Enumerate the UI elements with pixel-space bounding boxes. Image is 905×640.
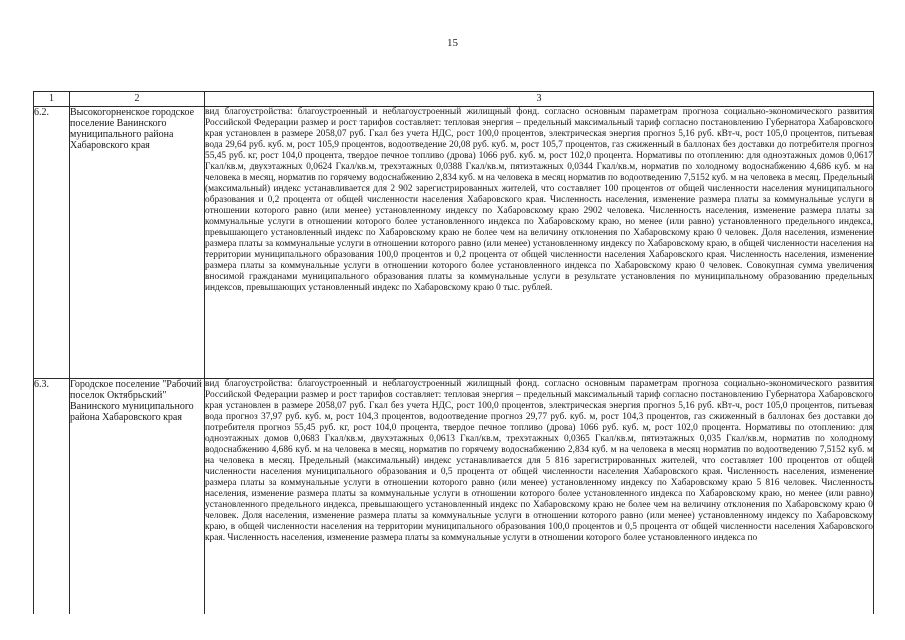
column-header-settlement: 2 (70, 92, 205, 107)
table-header-row (34, 92, 874, 107)
tariff-description-text: вид благоустройства: благоустроенный и неблагоустроенный жилищный фонд. согласно основным параметрам прогноза социально-экономического развития Российской Федерации размер и рост тарифов составляет: тепловая энергия – предельный максимальный тариф согласно постановлению Губернатора Хабаровского края установлен в размере 2058,07 руб. Гкал без учета НДС, рост 100,0 процентов, электрическая энергия прогноз 5,16 руб. кВт-ч, рост 105,0 процентов, питьевая вода прогноз 37,97 руб. куб. м, рост 104,3 процентов, водоотведение прогноз 29,77 руб. куб. м, рост 104,3 процентов, газ сжиженный в баллонах без доставки до потребителя прогноз 55,45 руб. кг, рост 104,0 процента, твердое печное топливо (дрова) 1066 руб. куб. м, рост 102,0 процента. Нормативы по отоплению: для одноэтажных домов 0,0683 Гкал/кв.м, двухэтажных 0,0613 Гкал/кв.м, трехэтажных 0,0365 Гкал/кв.м, пятиэтажных 0,035 Гкал/кв.м, норматив по холодному водоснабжению 4,686 куб. м на человека в месяц, норматив по горячему водоснабжению 2,834 куб. м на человека в месяц норматив по водоотведению 7,5152 куб. м на человека в месяц. Предельный (максимальный) индекс устанавливается для 5 816 зарегистрированных жителей, что составляет 100 процентов от общей численности населения муниципального образования и 0,5 процента от общей численности населения Хабаровского края. Численность населения, изменение размера платы за коммунальные услуги в отношении которого равно (или менее) установленному индексу по Хабаровскому краю 5 816 человек. Численность населения, изменение размера платы за коммунальные услуги в отношении которого более установленного индекса по Хабаровскому краю, но менее (или равно) установленного предельного индекса, превышающего установленный индекс по Хабаровскому краю не более чем на величину отклонения по Хабаровскому краю 0 человек. Доля населения, изменение размера платы за коммунальные услуги в отношении которого равно (или менее) установленному индексу по Хабаровскому краю, в общей численности населения на территории муниципального образования 100,0 процентов и 0,5 процента от общей численности населения Хабаровского края. Численность населения, изменение размера платы за коммунальные услуги в отношении которого более установленного индекса по (205, 379, 873, 543)
table-row (34, 107, 874, 379)
column-header-number: 1 (34, 92, 70, 107)
settlement-name: Городское поселение "Рабочий поселок Октябрьский" Ванинского муниципального района Хабаровского края (70, 379, 205, 615)
tariff-table (33, 91, 874, 614)
row-number: 6.3. (34, 379, 70, 615)
table-row (34, 379, 874, 615)
tariff-description (205, 379, 874, 615)
page-number: 15 (447, 37, 458, 49)
tariff-description (205, 107, 874, 379)
settlement-name: Высокогорненское городское поселение Ванинского муниципального района Хабаровского края (70, 107, 205, 379)
tariff-description-text: вид благоустройства: благоустроенный и неблагоустроенный жилищный фонд. согласно основным параметрам прогноза социально-экономического развития Российской Федерации размер и рост тарифов составляет: тепловая энергия – предельный максимальный тариф согласно постановлению Губернатора Хабаровского края установлен в размере 2058,07 руб. Гкал без учета НДС, рост 100,0 процентов, электрическая энергия прогноз 5,16 руб. кВт-ч, рост 105,0 процентов, питьевая вода 29,64 руб. куб. м, рост 105,9 процентов, водоотведение 20,08 руб. куб. м, рост 105,7 процентов, газ сжиженный в баллонах без доставки до потребителя прогноз 55,45 руб. кг, рост 104,0 процента, твердое печное топливо (дрова) 1066 руб. куб. м, рост 102,0 процента. Нормативы по отоплению: для одноэтажных домов 0,0617 Гкал/кв.м, двухэтажных 0,0624 Гкал/кв.м, трехэтажных 0,0388 Гкал/кв.м, пятиэтажных 0,0344 Гкал/кв.м, норматив по холодному водоснабжению 4,686 куб. м на человека в месяц, норматив по горячему водоснабжению 2,834 куб. м на человека в месяц норматив по водоотведению 7,5152 куб. м на человека в месяц. Предельный (максимальный) индекс устанавливается для 2 902 зарегистрированных жителей, что составляет 100 процентов от общей численности населения муниципального образования и 0,2 процента от общей численности населения Хабаровского края. Численность населения, изменение размера платы за коммунальные услуги в отношении которого равно (или менее) установленному индексу по Хабаровскому краю 2902 человека. Численность населения, изменение размера платы за коммунальные услуги в отношении которого более установленного индекса по Хабаровскому краю, но менее (или равно) установленного предельного индекса, превышающего установленный индекс по Хабаровскому краю не более чем на величину отклонения по Хабаровскому краю 0 человек. Доля населения, изменение размера платы за коммунальные услуги в отношении которого равно (или менее) установленному индексу по Хабаровскому краю, в общей численности населения на территории муниципального образования 100,0 процентов и 0,2 процента от общей численности населения Хабаровского края. Численность населения, изменение размера платы за коммунальные услуги в отношении которого более установленного индекса по Хабаровскому краю 0 человек. Совокупная сумма увеличения вносимой гражданами муниципального образования платы за коммунальные услуги в результате установления по муниципальному образованию предельных индексов, превышающих установленный индекс по Хабаровскому краю 0 тыс. рублей. (205, 107, 873, 293)
column-header-description: 3 (205, 92, 874, 107)
row-number: 6.2. (34, 107, 70, 379)
